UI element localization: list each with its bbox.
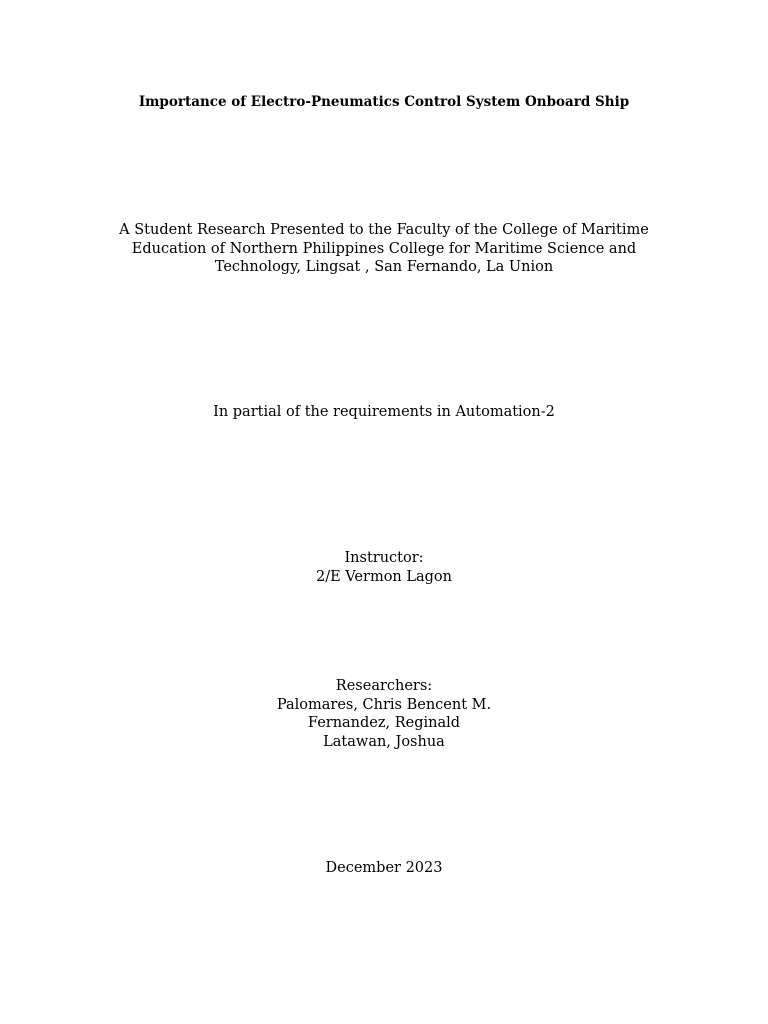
date-text: December 2023 bbox=[325, 860, 443, 876]
requirement-text: In partial of the requirements in Automation-2 bbox=[213, 404, 555, 420]
researcher-name: Palomares, Chris Bencent M. bbox=[276, 696, 492, 713]
researcher-name: Fernandez, Reginald bbox=[307, 715, 461, 731]
researchers-label: Researchers: bbox=[335, 678, 433, 694]
instructor-section bbox=[0, 549, 768, 586]
document-title bbox=[0, 93, 768, 111]
instructor-name: 2/E Vermon Lagon bbox=[315, 568, 452, 585]
presentation-line: Technology, Lingsat , San Fernando, La Union bbox=[214, 259, 554, 275]
requirement-statement bbox=[0, 403, 768, 422]
presentation-statement bbox=[0, 221, 768, 277]
presentation-line: A Student Research Presented to the Faculty of the College of Maritime bbox=[119, 222, 649, 238]
presentation-line: Education of Northern Philippines College for Maritime Science and bbox=[131, 240, 637, 257]
researcher-name: Latawan, Joshua bbox=[323, 733, 445, 750]
document-date bbox=[0, 859, 768, 878]
researchers-section bbox=[0, 677, 768, 751]
instructor-label: Instructor: bbox=[344, 550, 424, 566]
title-text: Importance of Electro-Pneumatics Control System Onboard Ship bbox=[138, 94, 630, 110]
